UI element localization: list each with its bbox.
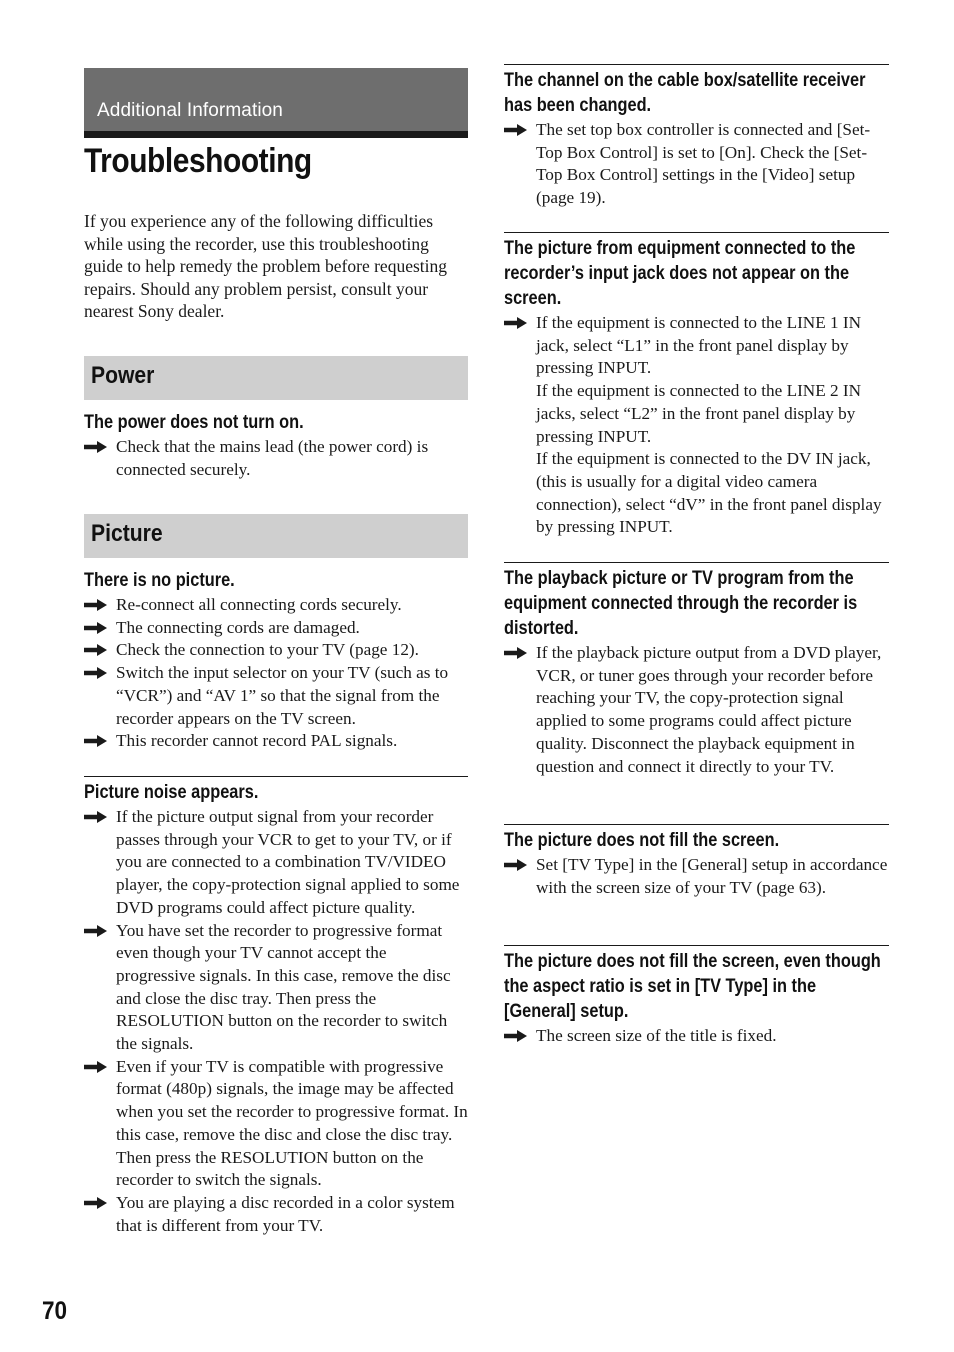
arrow-right-icon — [504, 859, 527, 871]
arrow-right-icon — [84, 622, 107, 634]
issue-answer: The set top box controller is connected and [Set-Top Box Control] is set to [On]. Check the [Set-Top Box Control] settings in the [Video] setup (page 19). — [504, 119, 889, 210]
issue-answer: Even if your TV is compatible with progressive format (480p) signals, the image may be affected when you set the recorder to progressive format. In this case, remove the disc and close the disc tray. Then press the RESOLUTION button on the recorder to switch the signals. — [84, 1056, 468, 1192]
category-power-label: Power — [91, 362, 155, 389]
arrow-right-icon — [504, 317, 527, 329]
issue-playback-distorted — [504, 562, 889, 778]
issue-power-no-turn-on — [84, 410, 468, 481]
issue-question: The picture does not fill the screen, even though the aspect ratio is set in [TV Type] in the [General] setup. — [504, 951, 881, 1022]
issue-not-fill-screen — [504, 824, 889, 899]
arrow-right-icon — [84, 1061, 107, 1073]
arrow-right-icon — [84, 599, 107, 611]
issue-answer: If the picture output signal from your recorder passes through your VCR to get to your TV, or if you are connected to a combination TV/VIDEO player, the copy-protection signal applied to some DVD programs could affect picture quality. — [84, 806, 468, 920]
issue-answer: If the equipment is connected to the DV IN jack, (this is usually for a digital video camera connection), select “dV” in the front panel display by pressing INPUT. — [536, 449, 882, 537]
category-picture-label: Picture — [91, 520, 163, 547]
arrow-right-icon — [84, 1197, 107, 1209]
section-label: Additional Information — [97, 100, 283, 121]
issue-answer: You have set the recorder to progressive format even though your TV cannot accept the progressive signals. In this case, remove the disc and close the disc tray. Then press the RESOLUTION button on the recorder to switch the signals. — [84, 920, 468, 1056]
page-number: 70 — [42, 1297, 68, 1325]
issue-answer: If the equipment is connected to the LINE 1 IN jack, select “L1” in the front panel display by pressing INPUT. — [504, 312, 889, 380]
arrow-right-icon — [84, 667, 107, 679]
arrow-right-icon — [504, 1030, 527, 1042]
section-banner — [84, 68, 468, 138]
arrow-right-icon — [504, 647, 527, 659]
issue-question: Picture noise appears. — [84, 782, 259, 803]
arrow-right-icon — [84, 925, 107, 937]
issue-question: There is no picture. — [84, 570, 235, 591]
arrow-right-icon — [84, 644, 107, 656]
issue-answer: Re-connect all connecting cords securely. — [84, 594, 468, 617]
issue-no-picture — [84, 568, 468, 753]
issue-not-fill-screen-aspect — [504, 945, 889, 1048]
issue-question: The power does not turn on. — [84, 412, 304, 433]
issue-question: The picture does not fill the screen. — [504, 830, 780, 851]
issue-question: The picture from equipment connected to the recorder’s input jack does not appear on the screen. — [504, 238, 856, 309]
issue-question: The channel on the cable box/satellite receiver has been changed. — [504, 70, 866, 116]
issue-channel-changed — [504, 64, 889, 210]
arrow-right-icon — [84, 441, 107, 453]
issue-answer: Check that the mains lead (the power cord) is connected securely. — [84, 436, 468, 481]
issue-answer: If the equipment is connected to the LINE 2 IN jacks, select “L2” in the front panel display by pressing INPUT. — [536, 381, 862, 446]
issue-answer: Switch the input selector on your TV (such as to “VCR”) and “AV 1” so that the signal from the recorder appears on the TV screen. — [84, 662, 468, 730]
issue-answer: If the playback picture output from a DVD player, VCR, or tuner goes through your recorder before reaching your TV, the copy-protection signal applied to some programs could affect picture quality. Disconnect the playback equipment in question and connect it directly to your TV. — [504, 642, 889, 778]
issue-answer: This recorder cannot record PAL signals. — [84, 730, 468, 753]
issue-answer: The screen size of the title is fixed. — [504, 1025, 889, 1048]
issue-answer: You are playing a disc recorded in a color system that is different from your TV. — [84, 1192, 468, 1237]
issue-answer: Check the connection to your TV (page 12). — [84, 639, 468, 662]
issue-input-jack-picture — [504, 232, 889, 539]
intro-paragraph: If you experience any of the following difficulties while using the recorder, use this troubleshooting guide to help remedy the problem before requesting repairs. Should any problem persist, consult your nearest Sony dealer. — [84, 211, 448, 322]
issue-question: The playback picture or TV program from the equipment connected through the recorder is distorted. — [504, 568, 858, 639]
page-title: Troubleshooting — [84, 142, 312, 180]
issue-answer: The connecting cords are damaged. — [84, 617, 468, 640]
arrow-right-icon — [504, 124, 527, 136]
category-power — [84, 356, 468, 400]
issue-picture-noise — [84, 776, 468, 1237]
arrow-right-icon — [84, 735, 107, 747]
category-picture — [84, 514, 468, 558]
issue-answer: Set [TV Type] in the [General] setup in accordance with the screen size of your TV (page 63). — [504, 854, 889, 899]
arrow-right-icon — [84, 811, 107, 823]
